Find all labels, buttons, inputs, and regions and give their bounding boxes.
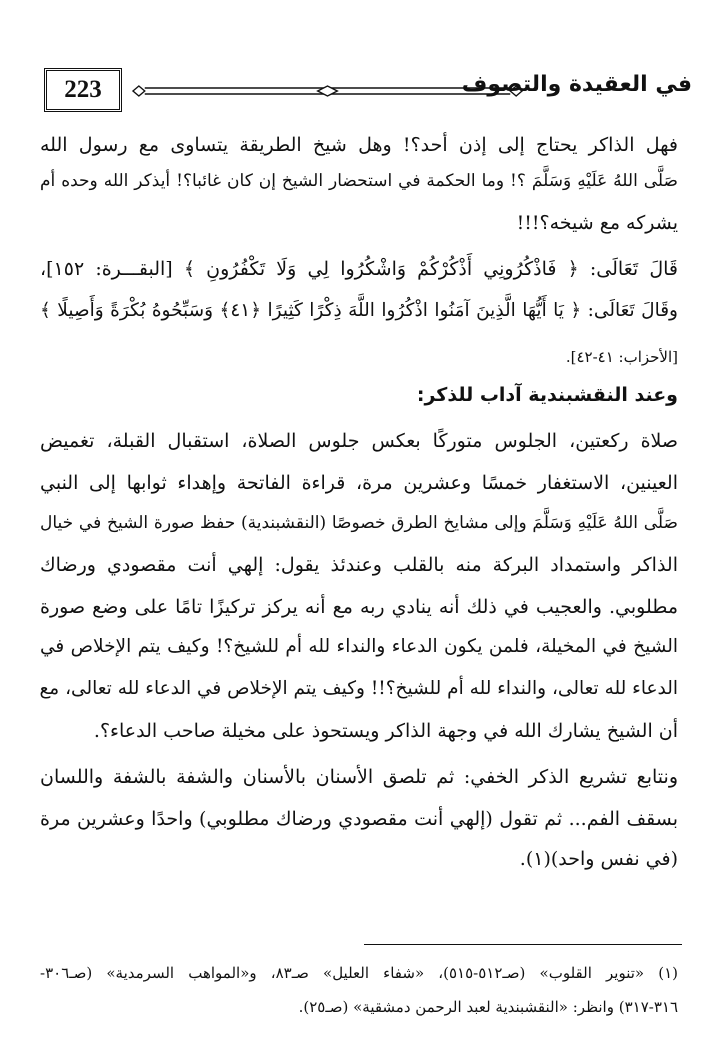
body-line-15: أن الشيخ يشارك الله في وجهة الذاكر ويستحوذ على مخيلة صاحب الدعاء؟. xyxy=(93,720,678,742)
footnote-line-2: ٣١٦-٣١٧) وانظر: «النقشبندية لعبد الرحمن دمشقية» (صـ٢٥). xyxy=(298,998,678,1016)
running-title: في العقيدة والتصوف xyxy=(461,72,692,97)
verse-reference: [الأحزاب: ٤١-٤٢]. xyxy=(565,348,678,366)
body-line-1: فهل الذاكر يحتاج إلى إذن أحد؟! وهل شيخ الطريقة يتساوى مع رسول الله xyxy=(40,134,678,156)
body-line-13: الشيخ في المخيلة، فلمن يكون الدعاء والنداء لله أم للشيخ؟! وكيف يتم الإخلاص في xyxy=(40,636,678,657)
body-line-10: صَلَّى اللهُ عَلَيْهِ وَسَلَّمَ وإلى مشايخ الطرق خصوصًا (النقشبندية) حفظ صورة الشيخ في خيال xyxy=(40,513,678,533)
body-line-9: العينين، الاستغفار خمسًا وعشرين مرة، قراءة الفاتحة وإهداء ثوابها إلى النبي xyxy=(40,472,678,494)
running-header xyxy=(36,66,692,118)
body-line-8: صلاة ركعتين، الجلوس متوركًا بعكس جلوس الصلاة، استقبال القبلة، تغميض xyxy=(40,430,678,452)
page-number: 223 xyxy=(44,68,122,112)
body-line-11: الذاكر واستمداد البركة منه بالقلب وعندئذ يقول: إلهي أنت مقصودي ورضاك xyxy=(40,554,678,576)
footnote-separator xyxy=(364,944,682,945)
body-line-14: الدعاء لله تعالى، والنداء لله أم للشيخ؟!! وكيف يتم الإخلاص في الدعاء لله تعالى، مع xyxy=(39,678,678,699)
quran-verse-1: قَالَ تَعَالَى: ﴿ فَاذْكُرُونِي أَذْكُرْكُمْ وَاشْكُرُوا لِي وَلَا تَكْفُرُونِ ﴾ [البقـــرة: ١٥٢]، xyxy=(40,258,678,280)
body-line-17: بسقف الفم... ثم تقول (إلهي أنت مقصودي ورضاك مطلوبي) واحدًا وعشرين مرة xyxy=(40,808,678,830)
body-line-18: (في نفس واحد)(١). xyxy=(519,848,678,870)
ornamental-rule xyxy=(131,85,524,97)
body-line-16: ونتابع تشريع الذكر الخفي: ثم تلصق الأسنان بالأسنان والشفة بالشفة واللسان xyxy=(40,766,678,788)
footnote-line-1: (١) «تنوير القلوب» (صـ٥١٢-٥١٥)، «شفاء العليل» صـ٨٣، و«المواهب السرمدية» (صـ٣٠٦- xyxy=(40,964,679,982)
section-heading: وعند النقشبندية آداب للذكر: xyxy=(416,384,678,406)
body-line-2: صَلَّى اللهُ عَلَيْهِ وَسَلَّمَ ؟! وما الحكمة في استحضار الشيخ إن كان غائبا؟! أيذكر الله وحده أم xyxy=(40,171,678,191)
quran-verse-2: وقَالَ تَعَالَى: ﴿ يَا أَيُّهَا الَّذِينَ آمَنُوا اذْكُرُوا اللَّهَ ذِكْرًا كَثِيرًا ﴿٤١﴾ وَسَبِّحُوهُ بُكْرَةً وَأَصِيلًا ﴾ xyxy=(40,300,678,321)
body-line-12: مطلوبي. والعجيب في ذلك أنه ينادي ربه مع أنه يركز تركيزًا تامًا على وضع صورة xyxy=(40,596,678,618)
body-line-3: يشركه مع شيخه؟!!! xyxy=(516,212,678,234)
